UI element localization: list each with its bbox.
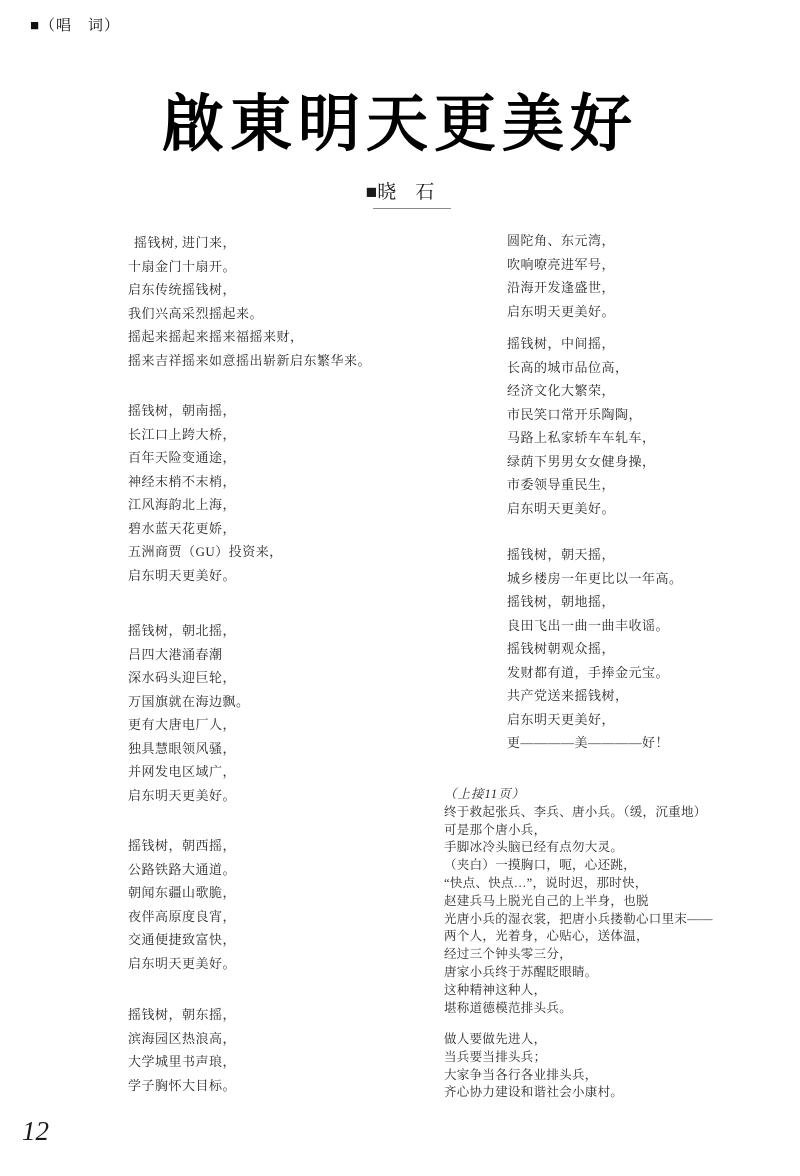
text-line: 江风海韵北上海， [128,497,237,512]
text-line: 沿海开发逢盛世， [507,280,616,295]
text-line: 百年天险变通途， [128,450,237,465]
text-line: 圆陀角、东元湾， [507,233,616,248]
continuation-lines [444,804,713,1018]
text-line: 大学城里书声琅， [128,1054,237,1069]
text-line: 朝闻东疆山歌脆， [128,885,237,900]
text-line: 大家争当各行各业排头兵， [444,1067,598,1082]
text-line: 十扇金门十扇开。 [128,258,237,274]
text-line: 良田飞出一曲一曲丰收谣。 [507,617,670,633]
text-line: 深水码头迎巨轮， [128,670,237,685]
text-line: 摇钱树，朝地摇， [507,594,616,609]
text-line: 长江口上跨大桥， [128,426,237,442]
poem-stanza-left-2 [128,399,283,587]
text-line: 唐家小兵终于苏醒眨眼睛。 [444,964,598,979]
text-line: 光唐小兵的湿衣裳，把唐小兵搂勒心口里末—— [444,911,713,926]
text-line: 做人要做先进人， [444,1032,547,1046]
text-line: 堪称道德模范排头兵。 [444,1000,573,1015]
text-line: 滨海园区热浪高， [128,1030,237,1046]
text-line: 启东明天更美好。 [507,500,616,516]
author-underline [373,208,451,209]
poem-stanza-right-2 [507,332,656,520]
poem-stanza-left-5 [128,1003,236,1097]
text-line: 摇钱树，朝天摇， [507,547,616,562]
text-line: 经过三个钟头零三分， [444,947,573,962]
section-tag: ■（唱 词） [30,18,121,34]
text-line: 长高的城市品位高， [507,359,629,375]
text-line: 摇起来摇起来摇来福摇来财， [128,329,304,344]
poem-stanza-right-1 [507,229,615,323]
text-line: 启东传统摇钱树， [128,282,237,297]
text-line: 启东明天更美好。 [128,787,237,803]
poem-stanza-left-1 [128,231,371,372]
page-title: 啟東明天更美好 [161,91,638,159]
text-line: 这种精神这种人， [444,982,547,997]
poem-stanza-left-3 [128,619,250,807]
text-line: 终于救起张兵、李兵、唐小兵。（缓，沉重地） [444,804,707,819]
text-line: 摇钱树，朝西摇， [128,838,237,853]
text-line: 碧水蓝天花更娇， [128,520,237,536]
text-line: 吹响嘹亮进军号， [507,256,616,272]
text-line: 摇钱树，朝北摇， [128,623,237,638]
text-line: 摇钱树朝观众摇， [507,641,616,656]
text-line: 启东明天更美好， [507,711,616,727]
text-line: 市民笑口常开乐陶陶， [507,406,643,422]
text-line: 启东明天更美好。 [507,303,616,319]
text-line: 独具慧眼领风骚， [128,740,237,756]
text-line: 并网发电区域广， [128,764,237,779]
text-line: 摇钱树，中间摇， [507,336,616,351]
text-line: 摇钱树，朝东摇， [128,1007,237,1022]
text-line: 齐心协力建设和谐社会小康村。 [444,1085,624,1100]
continuation-block [444,786,713,1017]
text-line: 两个人，光着身，心贴心，送体温， [444,929,649,944]
text-line: 赵建兵马上脱光自己的上半身，也脱 [444,893,649,908]
text-line: 启东明天更美好。 [128,567,237,583]
text-line: 摇来吉祥摇来如意摇出崭新启东繁华来。 [128,352,372,368]
text-line: 夜伴高原度良宵， [128,908,237,924]
text-line: 发财都有道，手捧金元宝。 [507,664,670,680]
text-line: 摇钱树，朝南摇， [128,403,237,418]
poem-stanza-right-3 [507,543,683,755]
text-line: 城乡楼房一年更比以一年高。 [507,570,683,586]
text-line: 神经末梢不末梢， [128,473,237,489]
continuation-header: （上接11页） [444,787,526,801]
text-line: 可是那个唐小兵， [444,822,547,837]
text-line: 更有大唐电厂人， [128,717,237,732]
text-line: 学子胸怀大目标。 [128,1077,237,1093]
text-line: 交通便捷致富快， [128,932,237,947]
text-line: 五洲商贾（GU）投资来， [128,544,283,559]
continuation-closing [444,1031,623,1102]
text-line: 马路上私家轿车车轧车， [507,430,656,445]
text-line: 公路铁路大通道。 [128,861,237,877]
text-line: 经济文化大繁荣， [507,383,616,398]
text-line: 摇钱树, 进门来， [134,235,237,250]
poem-stanza-left-4 [128,834,236,975]
text-line: 手脚冰冷头脑已经有点勿大灵。 [444,840,624,855]
text-line: “快点、快点…”，说时迟，那时快， [444,875,648,890]
author-byline: ■晓 石 [365,182,435,203]
text-line: 绿荫下男男女女健身操， [507,453,656,469]
page-number: 12 [22,1116,49,1146]
text-line: 我们兴高采烈摇起来。 [128,305,264,321]
text-line: 万国旗就在海边飘。 [128,693,250,709]
text-line: 共产党送来摇钱树， [507,688,629,703]
text-line: （夹白）一摸胸口，呃，心还跳， [444,858,637,873]
text-line: 启东明天更美好。 [128,955,237,971]
text-line: 当兵要当排头兵； [444,1049,547,1064]
text-line: 更————美————好！ [507,735,670,750]
text-line: 吕四大港涌春潮 [128,646,223,662]
text-line: 市委领导重民生， [507,477,616,492]
